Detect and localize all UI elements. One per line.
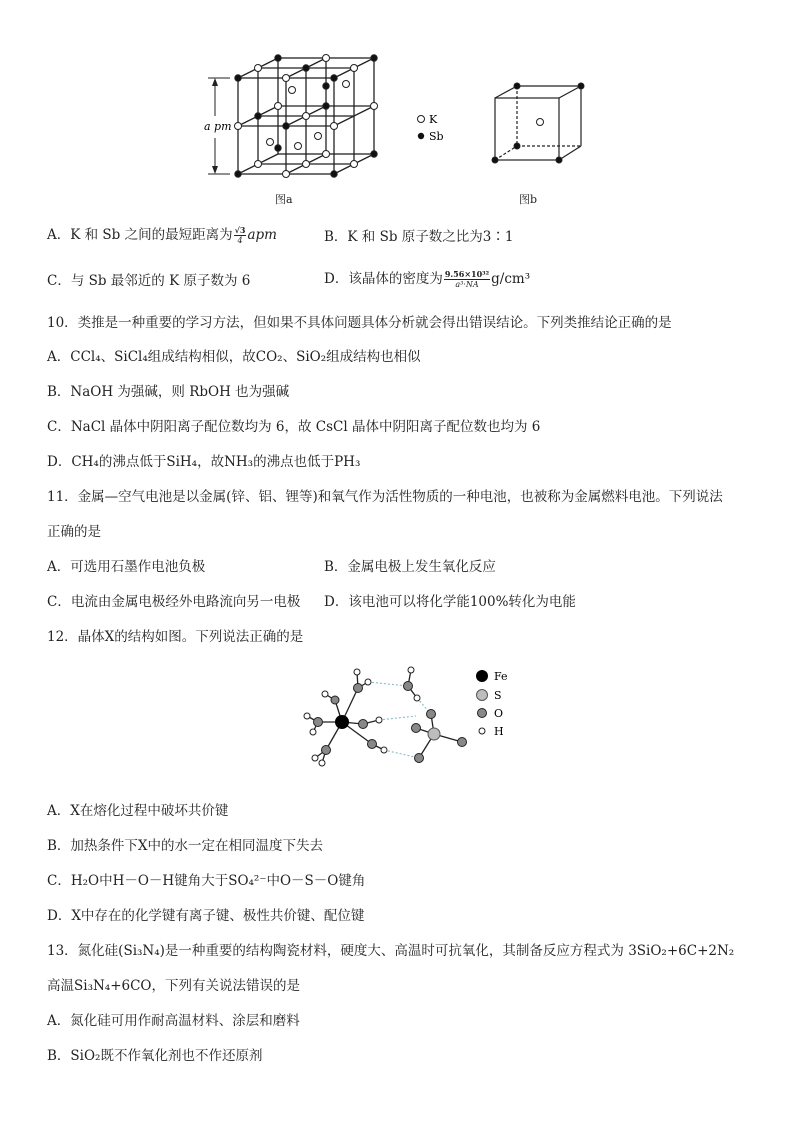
legend-k: K (429, 113, 438, 126)
legend-o: O (494, 707, 504, 720)
q9-option-a: A．K 和 Sb 之间的最短距离为 $\frac{√3}{4}$ apm (47, 225, 277, 245)
q9-option-b: B．K 和 Sb 原子数之比为3∶1 (324, 229, 514, 245)
q13-stem-line1: 13．氮化硅(Si₃N₄)是一种重要的结构陶瓷材料，硬度大、高温时可抗氧化，其制备反应方程式为 3SiO₂+6C+2N₂ (47, 943, 735, 959)
q12-option-d: D．X中存在的化学键有离子键、极性共价键、配位键 (47, 908, 365, 924)
q13-option-b: B．SiO₂既不作氧化剂也不作还原剂 (47, 1048, 263, 1064)
q11-option-a: A．可选用石墨作电池负极 (47, 559, 206, 575)
legend-h: H (494, 725, 504, 738)
legend-s: S (494, 689, 502, 702)
figure-a-crystal (200, 48, 460, 208)
q13-stem-line2: 高温Si₃N₄+6CO，下列有关说法错误的是 (47, 978, 300, 994)
legend-sb: Sb (429, 130, 444, 143)
q10-option-b: B．NaOH 为强碱，则 RbOH 也为强碱 (47, 384, 290, 400)
q12-option-c: C．H₂O中H－O－H键角大于SO₄²⁻中O－S－O键角 (47, 873, 366, 889)
q11-option-b: B．金属电极上发生氧化反应 (324, 559, 496, 575)
q10-option-c: C．NaCl 晶体中阴阳离子配位数均为 6，故 CsCl 晶体中阴阳离子配位数也均为 6 (47, 419, 541, 435)
q12-stem: 12．晶体X的结构如图。下列说法正确的是 (47, 629, 304, 645)
q10-stem: 10．类推是一种重要的学习方法，但如果不具体问题具体分析就会得出错误结论。下列类推结论正确的是 (47, 315, 672, 331)
figure-a-caption: 图a (275, 193, 293, 206)
q9-option-d: D．该晶体的密度为 $\frac{\text{9.56×10³²}}{\text{a³·NA}}$ g/cm³ (324, 269, 531, 289)
q11-option-d: D．该电池可以将化学能100%转化为电能 (324, 594, 576, 610)
figure-b-caption: 图b (519, 193, 538, 206)
q11-stem-line2: 正确的是 (47, 524, 101, 540)
q11-option-c: C．电流由金属电极经外电路流向另一电极 (47, 594, 301, 610)
legend-fe: Fe (494, 670, 508, 683)
q12-option-a: A．X在熔化过程中破坏共价键 (47, 803, 229, 819)
q12-structure-diagram (285, 660, 525, 785)
q12-option-b: B．加热条件下X中的水一定在相同温度下失去 (47, 838, 324, 854)
q9-option-c: C．与 Sb 最邻近的 K 原子数为 6 (47, 273, 251, 289)
q10-option-d: D．CH₄的沸点低于SiH₄，故NH₃的沸点也低于PH₃ (47, 454, 361, 470)
figure-b-cell (488, 80, 588, 170)
dimension-label: a pm (204, 120, 232, 133)
q13-option-a: A．氮化硅可用作耐高温材料、涂层和磨料 (47, 1013, 300, 1029)
q10-option-a: A．CCl₄、SiCl₄组成结构相似，故CO₂、SiO₂组成结构也相似 (47, 349, 421, 365)
q11-stem-line1: 11．金属—空气电池是以金属(锌、铝、锂等)和氧气作为活性物质的一种电池，也被称为金属燃料电池。下列说法 (47, 489, 723, 505)
